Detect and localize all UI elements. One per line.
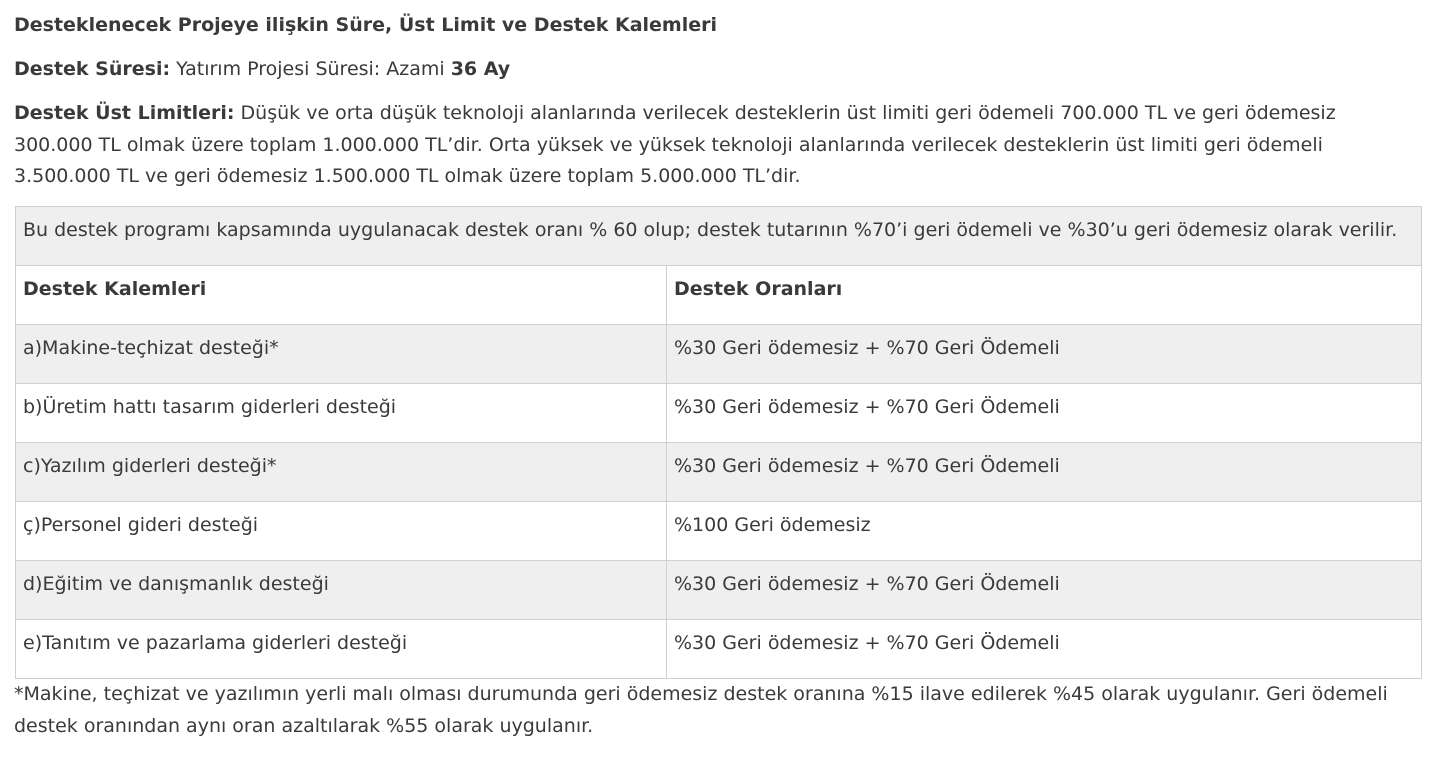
- support-rate-cell: %30 Geri ödemesiz + %70 Geri Ödemeli: [667, 384, 1422, 443]
- support-item-cell: a)Makine-teçhizat desteği*: [16, 325, 667, 384]
- support-items-table: [15, 206, 1422, 679]
- support-item-cell: c)Yazılım giderleri desteği*: [16, 443, 667, 502]
- support-duration-text: Yatırım Projesi Süresi: Azami: [170, 58, 451, 80]
- support-item-cell: ç)Personel gideri desteği: [16, 502, 667, 561]
- support-item-cell: d)Eğitim ve danışmanlık desteği: [16, 561, 667, 620]
- table-row: [16, 325, 1422, 384]
- column-header-rates: Destek Oranları: [667, 266, 1422, 325]
- footnote: *Makine, teçhizat ve yazılımın yerli malı olması durumunda geri ödemesiz destek oranına %15 ilave edilerek %45 olarak uygulanır. Geri ödemeli destek oranından aynı oran azaltılarak %55 olarak uygulanır.: [14, 683, 1388, 737]
- table-row: [16, 561, 1422, 620]
- support-item-cell: b)Üretim hattı tasarım giderleri desteği: [16, 384, 667, 443]
- support-limits-label: Destek Üst Limitleri:: [14, 102, 235, 124]
- support-rate-cell: %30 Geri ödemesiz + %70 Geri Ödemeli: [667, 443, 1422, 502]
- table-caption-row: [16, 207, 1422, 266]
- support-rate-cell: %30 Geri ödemesiz + %70 Geri Ödemeli: [667, 561, 1422, 620]
- table-row: [16, 620, 1422, 679]
- support-duration-value: 36 Ay: [450, 58, 511, 80]
- support-limits-paragraph: [14, 98, 1414, 193]
- table-caption: Bu destek programı kapsamında uygulanacak destek oranı % 60 olup; destek tutarının %70’i geri ödemeli ve %30’u geri ödemesiz olarak verilir.: [16, 207, 1422, 266]
- support-rate-cell: %30 Geri ödemesiz + %70 Geri Ödemeli: [667, 620, 1422, 679]
- support-limits-text: Düşük ve orta düşük teknoloji alanlarında verilecek desteklerin üst limiti geri ödemeli 700.000 TL ve geri ödemesiz 300.000 TL olmak üzere toplam 1.000.000 TL’dir. Orta yüksek ve yüksek teknoloji alanlarında verilecek desteklerin üst limiti geri ödemeli 3.500.000 TL ve geri ödemesiz 1.500.000 TL olmak üzere toplam 5.000.000 TL’dir.: [14, 102, 1336, 187]
- section-heading: Desteklenecek Projeye ilişkin Süre, Üst Limit ve Destek Kalemleri: [14, 14, 718, 36]
- support-duration-line: [14, 54, 510, 84]
- table-row: [16, 502, 1422, 561]
- support-rate-cell: %30 Geri ödemesiz + %70 Geri Ödemeli: [667, 325, 1422, 384]
- support-duration-label: Destek Süresi:: [14, 58, 171, 80]
- support-item-cell: e)Tanıtım ve pazarlama giderleri desteği: [16, 620, 667, 679]
- support-rate-cell: %100 Geri ödemesiz: [667, 502, 1422, 561]
- column-header-items: Destek Kalemleri: [16, 266, 667, 325]
- table-row: [16, 384, 1422, 443]
- table-row: [16, 443, 1422, 502]
- table-header-row: [16, 266, 1422, 325]
